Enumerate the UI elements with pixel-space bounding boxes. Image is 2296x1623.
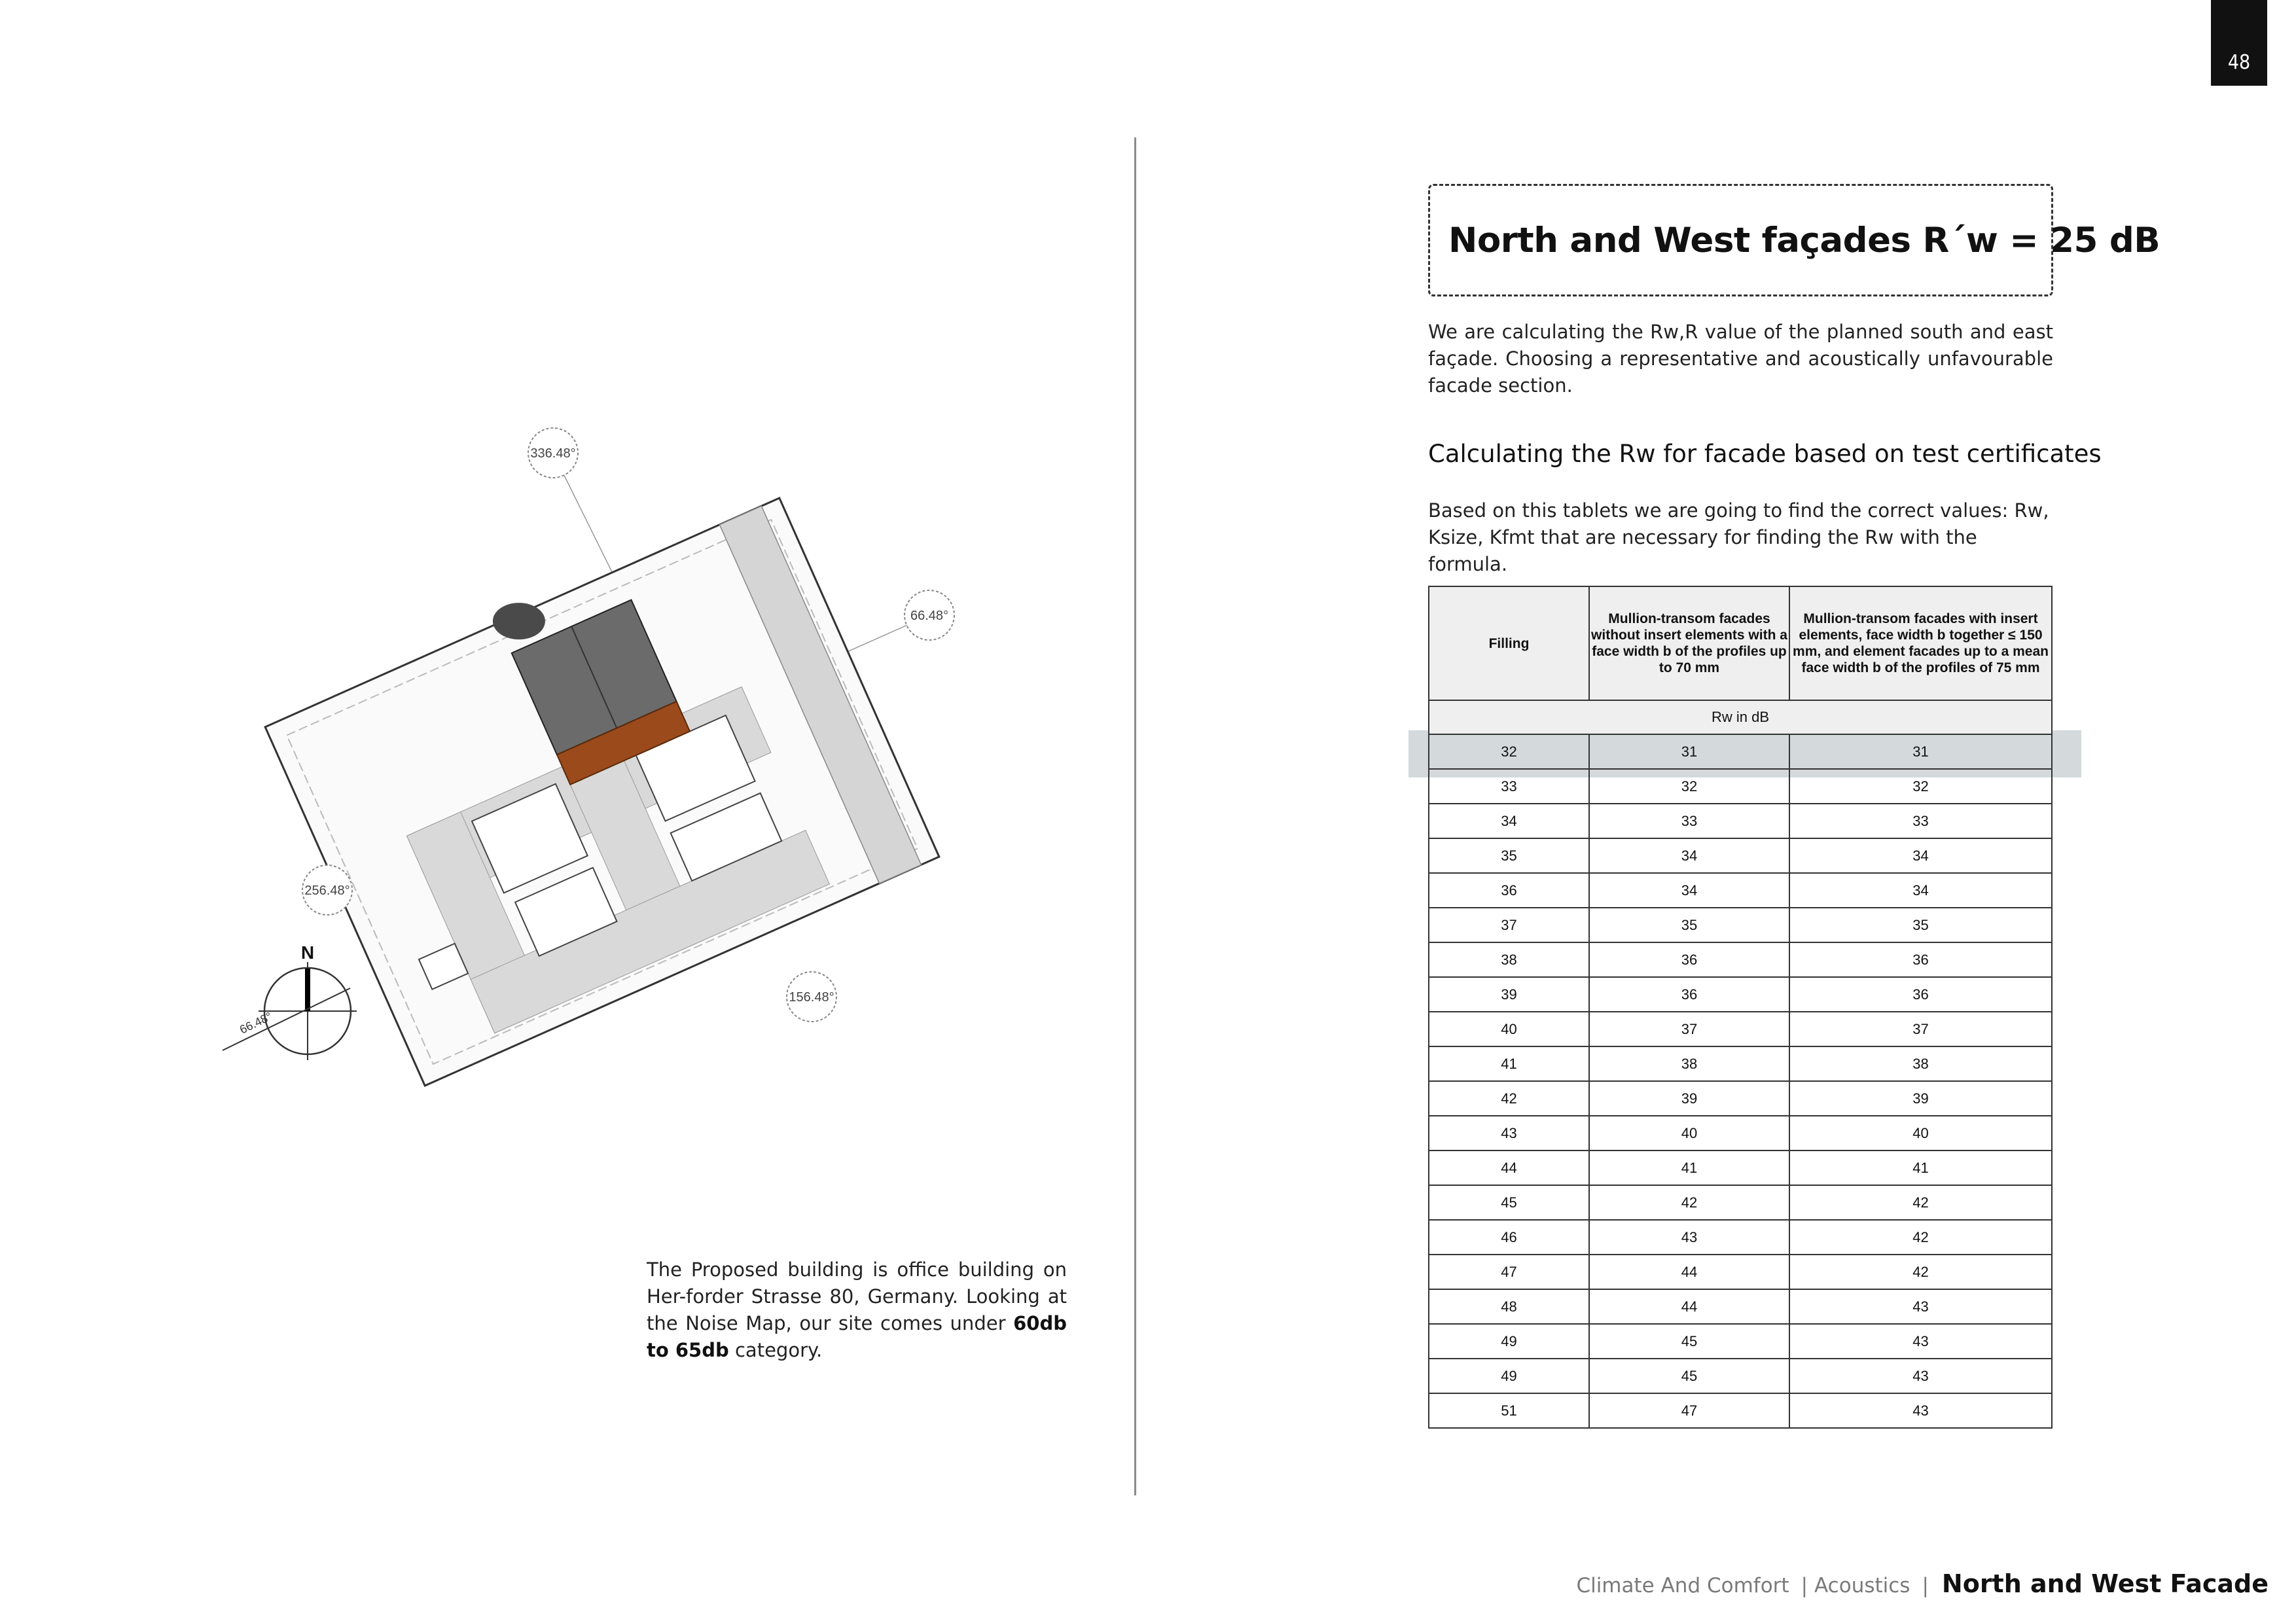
site-plan-drawing: [196, 412, 982, 1099]
caption-noise-category: 60db to 65db: [647, 1312, 1067, 1361]
cell-rw-without-insert: 40: [1589, 1116, 1789, 1150]
cell-filling: 51: [1429, 1393, 1589, 1428]
cell-filling: 34: [1429, 804, 1589, 838]
compass-angle-label: 66.48°: [237, 1009, 274, 1037]
table-row: [1429, 1393, 2052, 1428]
cell-rw-without-insert: 41: [1589, 1150, 1789, 1185]
cell-rw-without-insert: 32: [1589, 769, 1789, 804]
table-row: [1429, 1289, 2052, 1324]
site-caption: [647, 1257, 1067, 1364]
compass-north-label: N: [300, 942, 315, 963]
cell-rw-with-insert: 37: [1789, 1012, 2052, 1046]
table-row: [1429, 873, 2052, 908]
cell-filling: 33: [1429, 769, 1589, 804]
basis-paragraph: Based on this tablets we are going to find the correct values: Rw, Ksize, Kfmt that are necessary for finding the Rw with the formula.: [1428, 499, 2049, 575]
breadcrumb-climate: Climate And Comfort: [1576, 1574, 1789, 1597]
cell-filling: 36: [1429, 873, 1589, 908]
cell-rw-with-insert: 31: [1789, 734, 2052, 769]
cell-rw-without-insert: 45: [1589, 1359, 1789, 1393]
table-row: [1429, 734, 2052, 769]
cell-filling: 45: [1429, 1185, 1589, 1220]
header-with-insert: Mullion-transom facades with insert elements, face width b together ≤ 150 mm, and element facades up to a mean face width b of the profiles of 75 mm: [1789, 586, 2052, 700]
cell-rw-without-insert: 37: [1589, 1012, 1789, 1046]
cell-rw-with-insert: 35: [1789, 908, 2052, 942]
table-row: [1429, 1081, 2052, 1116]
cell-rw-without-insert: 33: [1589, 804, 1789, 838]
cell-rw-with-insert: 42: [1789, 1255, 2052, 1289]
cell-rw-without-insert: 44: [1589, 1255, 1789, 1289]
cell-rw-without-insert: 36: [1589, 942, 1789, 977]
table-row: [1429, 1185, 2052, 1220]
caption-text-end: category.: [728, 1339, 823, 1361]
cell-filling: 38: [1429, 942, 1589, 977]
cell-rw-with-insert: 43: [1789, 1289, 2052, 1324]
cell-filling: 39: [1429, 977, 1589, 1012]
rw-table: [1428, 586, 2053, 1429]
cell-rw-with-insert: 32: [1789, 769, 2052, 804]
caption-text: The Proposed building is office building on Her-forder Strasse 80, Germany. Looking at the Noise Map, our site comes under: [647, 1258, 1067, 1334]
cell-rw-with-insert: 42: [1789, 1220, 2052, 1255]
table-row: [1429, 804, 2052, 838]
cell-rw-with-insert: 36: [1789, 942, 2052, 977]
title-box: [1428, 184, 2161, 296]
angle-label-256: 256.48°: [304, 883, 350, 898]
breadcrumb-separator: |: [1801, 1574, 1808, 1597]
table-row: [1429, 1116, 2052, 1150]
unit-row: Rw in dB: [1429, 700, 2052, 734]
cell-rw-with-insert: 34: [1789, 838, 2052, 873]
cell-filling: 37: [1429, 908, 1589, 942]
table-row: [1429, 942, 2052, 977]
cell-rw-without-insert: 47: [1589, 1393, 1789, 1428]
cell-rw-with-insert: 40: [1789, 1116, 2052, 1150]
cell-rw-with-insert: 38: [1789, 1046, 2052, 1081]
cell-rw-with-insert: 43: [1789, 1359, 2052, 1393]
cell-rw-with-insert: 43: [1789, 1393, 2052, 1428]
cell-rw-without-insert: 42: [1589, 1185, 1789, 1220]
page-divider: [1134, 137, 1136, 1495]
breadcrumb-acoustics: Acoustics: [1814, 1574, 1910, 1597]
cell-filling: 48: [1429, 1289, 1589, 1324]
cell-rw-without-insert: 38: [1589, 1046, 1789, 1081]
header-filling: Filling: [1429, 586, 1589, 700]
angle-label-156: 156.48°: [789, 990, 834, 1005]
table-row: [1429, 908, 2052, 942]
cell-rw-with-insert: 39: [1789, 1081, 2052, 1116]
section-subheading: Calculating the Rw for facade based on test certificates: [1428, 440, 2102, 468]
cell-rw-with-insert: 41: [1789, 1150, 2052, 1185]
angle-label-336: 336.48°: [530, 446, 576, 461]
breadcrumb-current: North and West Facade: [1941, 1569, 2269, 1598]
cell-filling: 42: [1429, 1081, 1589, 1116]
table-row: [1429, 977, 2052, 1012]
cell-rw-without-insert: 35: [1589, 908, 1789, 942]
cell-rw-with-insert: 42: [1789, 1185, 2052, 1220]
angle-label-66: 66.48°: [910, 609, 949, 623]
intro-paragraph: We are calculating the Rw,R value of the planned south and east façade. Choosing a representative and acoustically unfavourable facade section.: [1428, 321, 2053, 397]
cell-filling: 32: [1429, 734, 1589, 769]
table-row: [1429, 1012, 2052, 1046]
cell-rw-with-insert: 33: [1789, 804, 2052, 838]
cell-filling: 40: [1429, 1012, 1589, 1046]
footer-breadcrumb: [1576, 1569, 2269, 1598]
table-row: [1429, 1220, 2052, 1255]
table-row: [1429, 1359, 2052, 1393]
compass-icon: [223, 942, 357, 1060]
cell-rw-without-insert: 43: [1589, 1220, 1789, 1255]
page-number-tab: [2211, 0, 2267, 86]
cell-filling: 49: [1429, 1324, 1589, 1359]
cell-filling: 49: [1429, 1359, 1589, 1393]
cell-rw-without-insert: 44: [1589, 1289, 1789, 1324]
breadcrumb-separator: |: [1922, 1574, 1929, 1597]
cell-rw-without-insert: 36: [1589, 977, 1789, 1012]
table-row: [1429, 838, 2052, 873]
table-row: [1429, 1150, 2052, 1185]
table-row: [1429, 1255, 2052, 1289]
cell-rw-without-insert: 45: [1589, 1324, 1789, 1359]
page-number: 48: [2227, 51, 2251, 74]
header-without-insert: Mullion-transom facades without insert elements with a face width b of the profiles up to 70 mm: [1589, 586, 1789, 700]
cell-rw-with-insert: 36: [1789, 977, 2052, 1012]
cell-filling: 35: [1429, 838, 1589, 873]
cell-filling: 43: [1429, 1116, 1589, 1150]
cell-rw-with-insert: 43: [1789, 1324, 2052, 1359]
table-row: [1429, 1324, 2052, 1359]
cell-filling: 41: [1429, 1046, 1589, 1081]
cell-rw-without-insert: 34: [1589, 838, 1789, 873]
cell-rw-without-insert: 31: [1589, 734, 1789, 769]
page-title: North and West façades R´w = 25 dB: [1448, 220, 2161, 260]
cell-filling: 46: [1429, 1220, 1589, 1255]
cell-rw-without-insert: 39: [1589, 1081, 1789, 1116]
table-row: [1429, 1046, 2052, 1081]
table-row: [1429, 769, 2052, 804]
cell-rw-without-insert: 34: [1589, 873, 1789, 908]
cell-filling: 47: [1429, 1255, 1589, 1289]
cell-rw-with-insert: 34: [1789, 873, 2052, 908]
cell-filling: 44: [1429, 1150, 1589, 1185]
